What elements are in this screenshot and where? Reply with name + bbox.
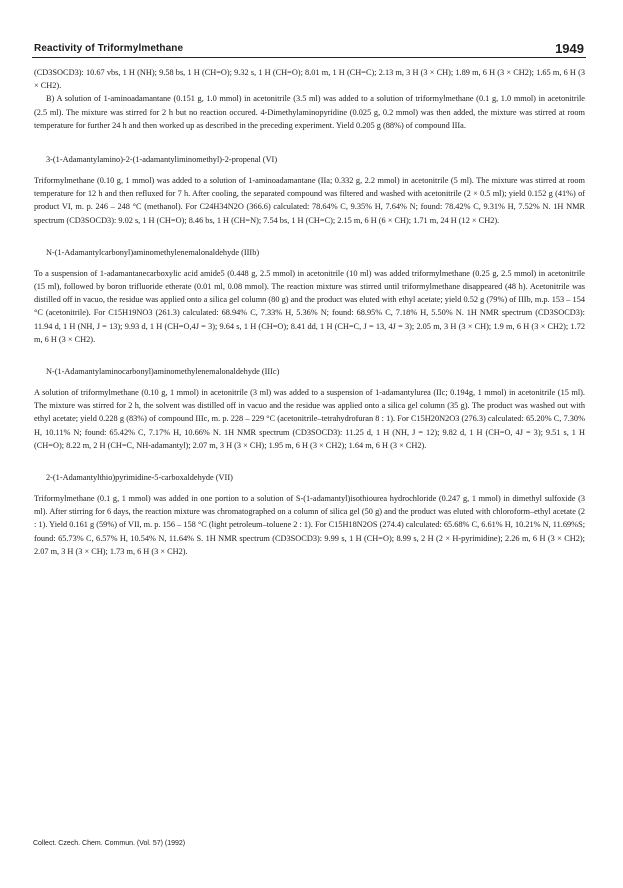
paragraph: Triformylmethane (0.10 g, 1 mmol) was added to a solution of 1-aminoadamantane (IIa; 0.332 g, 2.2 mmol) in acetonitrile (5 ml). The mixture was stirred at room temperature for 12 h and then refluxed for 7 h. After cooling, the separated compound was filtered and washed with acetonitrile (2 × 0.5 ml); yield 0.152 g (41%) of product VI, m. p. 246 – 248 °C (methanol). For C24H34N2O (366.6) calculated: 78.64% C, 9.35% H, 7.64% N; found: 78.42% C, 9.31% H, 7.52% N. 1H NMR spectrum (CD3SOCD3): 9.02 s, 1 H (CH=O); 8.46 bs, 1 H (CH=N); 7.54 bs, 1 H (CH=C); 2.15 m, 6 H (6 × CH); 1.71 m, 24 H (12 × CH2).	[34, 176, 585, 225]
page-number: 1949	[555, 41, 584, 56]
section-heading: 3-(1-Adamantylamino)-2-(1-adamantyliminomethyl)-2-propenal (VI)	[46, 155, 278, 165]
running-header	[32, 41, 586, 58]
article-body	[34, 66, 585, 558]
section-heading: 2-(1-Adamantylthio)pyrimidine-5-carboxaldehyde (VII)	[46, 473, 233, 483]
paragraph: (CD3SOCD3): 10.67 vbs, 1 H (NH); 9.58 bs, 1 H (CH=O); 9.32 s, 1 H (CH=O); 8.01 m, 1 H (CH=C); 2.13 m, 3 H (3 × CH); 1.89 m, 6 H (3 × CH2); 1.65 m, 6 H (3 × CH2).	[34, 68, 585, 91]
paragraph: Triformylmethane (0.1 g, 1 mmol) was added in one portion to a solution of S-(1-adamantyl)isothiourea hydrochloride (0.247 g, 1 mmol) in dimethyl sulfoxide (3 ml). After stirring for 6 days, the reaction mixture was chromatographed on a column of silica gel (50 g) and the product was eluted with chloroform–ethyl acetate (2 : 1). Yield 0.161 g (59%) of VII, m. p. 156 – 158 °C (light petroleum–toluene 2 : 1). For C15H18N2OS (274.4) calculated: 65.68% C, 6.61% H, 10.21% N, 11.69%S; found: 65.73% C, 6.57% H, 10.54% N, 11.64% S. 1H NMR spectrum (CD3SOCD3): 9.99 s, 1 H (CH=O); 8.99 s, 2 H (2 × H-pyrimidine); 2.26 m, 6 H (3 × CH2); 2.07 m, 3 H (3 × CH); 1.73 m, 6 H (3 × CH2).	[34, 494, 585, 556]
running-title: Reactivity of Triformylmethane	[34, 43, 184, 54]
paragraph: A solution of triformylmethane (0.10 g, 1 mmol) in acetonitrile (3 ml) was added to a suspension of 1-adamantylurea (IIc; 0.194g, 1 mmol) in acetonitrile (15 ml). The mixture was stirred for 2 h, the solvent was distilled off in vacuo and the residue was applied onto a silica gel column (35 g). The product was washed out with ethyl acetate; yield 0.228 g (83%) of compound IIIc, m. p. 228 – 229 °C (acetonitrile–tetrahydrofuran 8 : 1). For C15H20N2O3 (276.3) calculated: 65.20% C, 7.30% H, 10.11% N; found: 65.42% C, 7.17% H, 10.66% N. 1H NMR spectrum (CD3SOCD3): 11.25 d, 1 H (NH, J = 12); 9.82 d, 1 H (CH=O, 4J = 3); 9.51 s, 1 H (CH=O); 8.22 m, 2 H (CH=C, NH-adamantyl); 2.07 m, 3 H (3 × CH); 1.95 m, 6 H (3 × CH2); 1.64 m, 6 H (3 × CH2).	[34, 388, 585, 450]
paragraph: To a suspension of 1-adamantanecarboxylic acid amide5 (0.448 g, 2.5 mmol) in acetonitrile (10 ml) was added triformylmethane (0.25 g, 2.5 mmol) in acetonitrile (15 ml), followed by boron trifluoride etherate (0.01 ml, 0.08 mmol). The reaction mixture was stirred until triformylmethane disappeared (48 h). Acetonitrile was distilled off in vacuo, the residue was applied onto a silica gel column (80 g) and the product was eluted with ethyl acetate; yield 0.52 g (79%) of IIIb, m.p. 153 – 154 °C (acetonitrile). For C15H19NO3 (261.3) calculated: 68.94% C, 7.33% H, 5.36% N; found: 68.95% C, 7.18% H, 5.50% N. 1H NMR spectrum (CD3SOCD3): 11.94 d, 1 H (NH, J = 13); 9.93 d, 1 H (CH=O,4J = 3); 9.64 s, 1 H (CH=O); 8.41 dd, 1 H (CH=C, J = 13, 4J = 3); 2.05 m, 3 H (3 × CH); 1.9 m, 6 H (3 × CH2); 1.72 m, 6 H (3 × CH2).	[34, 268, 585, 344]
footer-citation: Collect. Czech. Chem. Commun. (Vol. 57) (1992)	[33, 840, 186, 847]
paragraph: B) A solution of 1-aminoadamantane (0.151 g, 1.0 mmol) in acetonitrile (3.5 ml) was added to a solution of triformylmethane (0.1 g, 1.0 mmol) in acetonitrile (2.5 ml). The mixture was stirred for 2 h but no reaction occured. 4-Dimethylaminopyridine (0.025 g, 0.2 mmol) was then added, the mixture was stirred at room temperature for further 24 h and then worked up as described in the preceding experiment. Yield 0.205 g (88%) of compound IIIa.	[34, 94, 585, 130]
section-heading: N-(1-Adamantylaminocarbonyl)aminomethylenemalonaldehyde (IIIc)	[46, 367, 280, 377]
section-heading: N-(1-Adamantylcarbonyl)aminomethylenemalonaldehyde (IIIb)	[46, 247, 260, 257]
